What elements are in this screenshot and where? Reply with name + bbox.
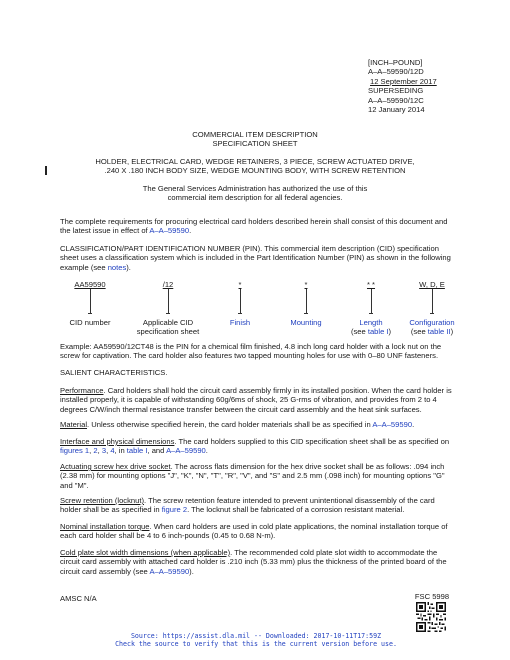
pin-label-applicable-cid: Applicable CID specification sheet [136, 318, 200, 337]
previous-document-date: 12 January 2014 [368, 105, 425, 115]
actuating-heading: Actuating screw hex drive socket [60, 462, 171, 471]
finish-link[interactable]: Finish [229, 318, 251, 327]
configuration-link[interactable]: Configuration [409, 318, 455, 327]
material-heading: Material [60, 420, 88, 429]
source-line-1: Source: https://assist.dla.mil -- Downloaded: 2017-10-11T17:59Z [130, 632, 382, 640]
figure-2-link[interactable]: figure 2 [161, 505, 188, 515]
performance-text: . Card holders shall hold the circuit card assembly firmly in its installed position. When the card holder is installed properly, it is capable of withstanding 60g/6ms of shock, 25 G-rms of vibration, and provides from 2 to 4 degrees C/W/inch thermal resistance transfer between the circuit card assembly and the heat sink surfaces. [60, 386, 452, 414]
performance-paragraph [60, 386, 452, 414]
pin-label-cid-number: CID number [69, 318, 111, 327]
pin-label-configuration: Configuration (see table II) [396, 318, 468, 337]
figure-1-link[interactable]: figures 1 [60, 446, 90, 456]
pin-code-length: * * [366, 280, 376, 289]
interface-paragraph: Interface and physical dimensions. The card holders supplied to this CID specification sheet shall be as specified on figures 1, 2, 3, 4, in table I, and A–A–59590. [60, 437, 450, 456]
slot-end: ). [189, 566, 194, 576]
intro-text: The complete requirements for procuring electrical card holders described herein shall consist of this document and the latest issue in effect of [60, 217, 448, 236]
subject-line-2: .240 X .180 INCH BODY SIZE, WEDGE MOUNTING BODY, WITH SCREW RETENTION [104, 166, 406, 176]
pin-code-configuration: W, D, E [419, 280, 445, 289]
document-subject [40, 157, 470, 176]
retention-end: . The locknut shall be fabricated of a corrosion resistant material. [187, 505, 405, 515]
classification-text: CLASSIFICATION/PART IDENTIFICATION NUMBER (PIN). This commercial item description (CID) specification sheet uses a classification system which is included in the Part Identification Number (PIN) as shown in the following example (see [60, 244, 451, 272]
pin-connector [306, 289, 307, 313]
example-paragraph: Example: AA59590/12CT48 is the PIN for a chemical film finished, 4.8 inch long card holder with a lock nut on the screw for captivation. The card holder also features two tapped mounting holes for use with 0–80 UNF fasteners. [60, 342, 442, 361]
pin-connector [371, 289, 372, 313]
actuating-paragraph [60, 462, 452, 490]
retention-paragraph [60, 496, 452, 515]
table-i-link[interactable]: table I [367, 327, 389, 337]
pin-connector [90, 289, 91, 313]
gsa-authorization [40, 184, 470, 203]
inch-pound-label: [INCH–POUND] [368, 58, 423, 67]
material-link[interactable]: A–A–59590 [372, 420, 413, 429]
figure-3-link[interactable]: 3 [101, 446, 107, 456]
length-link[interactable]: Length [359, 318, 383, 327]
source-notice [60, 632, 452, 648]
figure-4-link[interactable]: 4 [110, 446, 115, 456]
mounting-link[interactable]: Mounting [290, 318, 322, 327]
gsa-line-2: commercial item description for all federal agencies. [167, 193, 343, 203]
spec-link[interactable]: A–A–59590 [166, 446, 206, 456]
pin-connector [432, 289, 433, 313]
slot-heading: Cold plate slot width dimensions (when applicable) [60, 548, 231, 557]
pin-code-finish: * [238, 280, 242, 289]
pin-label-mounting [276, 318, 336, 327]
source-line-2: Check the source to verify that this is the current version before use. [115, 640, 397, 648]
figure-2-link[interactable]: 2 [93, 446, 98, 456]
pin-tick [166, 313, 170, 314]
pin-connector [168, 289, 169, 313]
title-line-1: COMMERCIAL ITEM DESCRIPTION [192, 130, 318, 139]
pin-tick [430, 313, 434, 314]
document-date: 12 September 2017 [370, 76, 437, 86]
gsa-line-1: The General Services Administration has authorized the use of this [142, 184, 368, 193]
intro-link[interactable]: A–A–59590 [149, 226, 190, 236]
document-title [40, 130, 470, 149]
table-ii-link[interactable]: table II [427, 327, 451, 337]
pin-code-mounting: * [304, 280, 308, 289]
slot-link[interactable]: A–A–59590 [149, 566, 190, 576]
pin-connector [240, 289, 241, 313]
performance-heading: Performance [60, 386, 104, 395]
retention-text: . The screw retention feature intended to prevent unintentional disassembly of the card holder shall be as specified in [60, 496, 435, 515]
pin-label-length: Length (see table I) [336, 318, 406, 337]
table-i-link[interactable]: table I [126, 446, 148, 456]
material-paragraph: Material. Unless otherwise specified herein, the card holder materials shall be as specified in A–A–59590. [60, 420, 415, 429]
salient-heading: SALIENT CHARACTERISTICS. [60, 368, 168, 377]
intro-paragraph [60, 217, 452, 236]
superseding-label: SUPERSEDING [368, 86, 424, 96]
subject-line-1: HOLDER, ELECTRICAL CARD, WEDGE RETAINERS, 3 PIECE, SCREW ACTUATED DRIVE, [95, 157, 415, 166]
interface-text: . The card holders supplied to this CID specification sheet shall be as specified on [174, 437, 450, 446]
torque-paragraph [60, 522, 452, 541]
slot-text: . The recommended cold plate slot width to accommodate the circuit card assembly with attached card holder is .210 inch (5.33 mm) plus the thickness of the printed board of the circuit card assembly (see [60, 548, 447, 576]
qr-code-icon [416, 602, 446, 632]
pin-label-finish [210, 318, 270, 327]
notes-link[interactable]: notes [107, 262, 127, 272]
document-header [368, 58, 498, 114]
amsc-label: AMSC N/A [60, 594, 97, 603]
classification-paragraph [60, 244, 452, 272]
slot-paragraph [60, 548, 452, 576]
pin-code-sheet: /12 [162, 280, 174, 289]
torque-text: . When card holders are used in cold plate applications, the nominal installation torque of each card holder shall be 4 to 6 inch-pounds (0.45 to 0.68 N-m). [60, 522, 448, 541]
previous-document-number: A–A–59590/12C [368, 95, 424, 105]
intro-end: . [189, 226, 192, 236]
actuating-text: . The across flats dimension for the hex drive socket shall be as follows: .094 inch (2.38 mm) for mounting options "J", "K", "N", "T", "R", "V", and "S" and 2.5 mm (.098 inch) for mounting options "G" and "M". [60, 462, 445, 490]
classification-end: ). [126, 262, 131, 272]
fsc-label: FSC 5998 [414, 592, 450, 601]
pin-code-cid: AA59590 [74, 280, 106, 289]
retention-heading: Screw retention (locknut) [60, 496, 144, 505]
pin-tick [88, 313, 92, 314]
pin-tick [304, 313, 308, 314]
document-number: A–A–59590/12D [368, 67, 424, 77]
title-line-2: SPECIFICATION SHEET [212, 139, 298, 149]
interface-heading: Interface and physical dimensions [60, 437, 175, 446]
pin-tick [238, 313, 242, 314]
torque-heading: Nominal installation torque [60, 522, 150, 531]
pin-tick [369, 313, 373, 314]
material-text: . Unless otherwise specified herein, the card holder materials shall be as specified in [87, 420, 373, 429]
